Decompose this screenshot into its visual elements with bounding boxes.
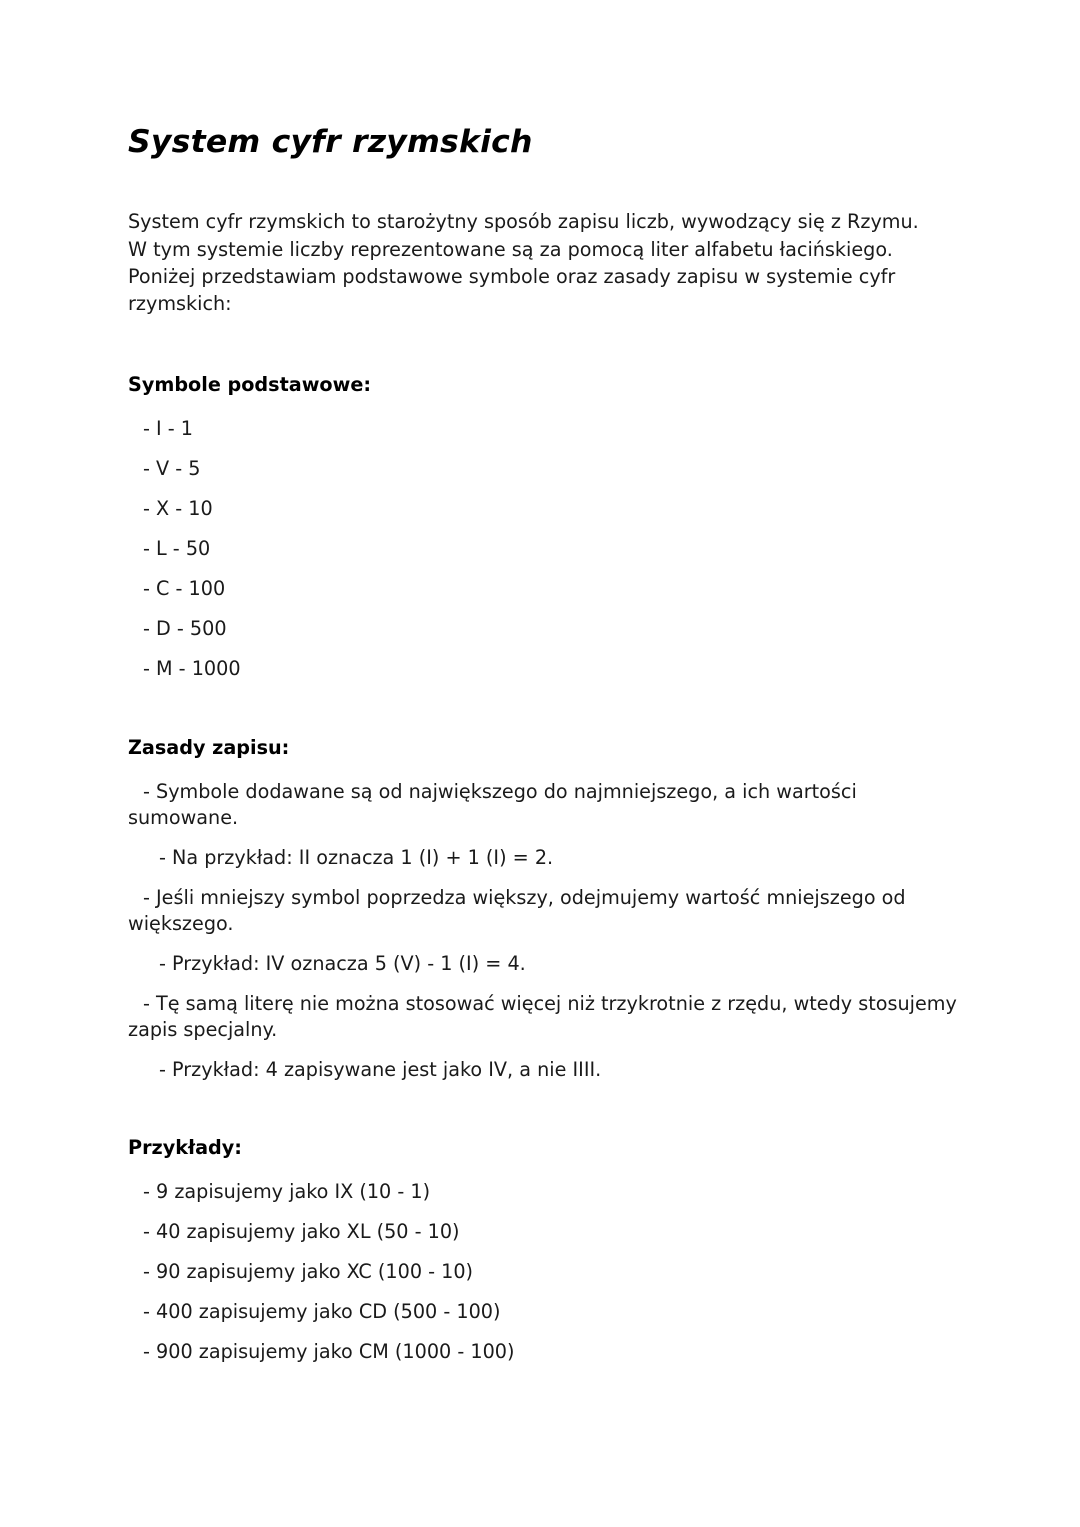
rules-list <box>128 761 964 1083</box>
rule-example: - Na przykład: II oznacza 1 (I) + 1 (I) = 2. <box>159 846 554 870</box>
intro-line: W tym systemie liczby reprezentowane są za pomocą liter alfabetu łacińskiego. <box>128 237 893 261</box>
intro-line: rzymskich: <box>128 291 232 315</box>
list-item: - M - 1000 <box>143 657 241 681</box>
rule-example: - Przykład: 4 zapisywane jest jako IV, a nie IIII. <box>159 1058 602 1082</box>
list-item: - V - 5 <box>143 457 201 481</box>
intro-line: Poniżej przedstawiam podstawowe symbole oraz zasady zapisu w systemie cyfr <box>128 264 896 288</box>
rule-item: - Tę samą literę nie można stosować więcej niż trzykrotnie z rzędu, wtedy stosujemy zapis specjalny. <box>128 992 957 1042</box>
intro-paragraph <box>128 162 964 317</box>
rule-item: - Jeśli mniejszy symbol poprzedza większy, odejmujemy wartość mniejszego od większego. <box>128 886 906 936</box>
list-item: - I - 1 <box>143 417 194 441</box>
list-item: - D - 500 <box>143 617 227 641</box>
symbols-list <box>128 398 964 682</box>
section-heading-rules: Zasady zapisu: <box>128 736 290 760</box>
list-item: - 90 zapisujemy jako XC (100 - 10) <box>143 1260 474 1284</box>
list-item: - 9 zapisujemy jako IX (10 - 1) <box>143 1180 431 1204</box>
document-content <box>128 0 964 1365</box>
section-heading-examples: Przykłady: <box>128 1136 242 1160</box>
section-heading-symbols: Symbole podstawowe: <box>128 373 372 397</box>
list-item: - 900 zapisujemy jako CM (1000 - 100) <box>143 1340 515 1364</box>
intro-line: System cyfr rzymskich to starożytny sposób zapisu liczb, wywodzący się z Rzymu. <box>128 210 919 234</box>
examples-list <box>128 1161 964 1365</box>
list-item: - C - 100 <box>143 577 226 601</box>
rule-example: - Przykład: IV oznacza 5 (V) - 1 (I) = 4. <box>159 952 526 976</box>
list-item: - X - 10 <box>143 497 213 521</box>
rule-item: - Symbole dodawane są od największego do najmniejszego, a ich wartości sumowane. <box>128 780 857 830</box>
page-title: System cyfr rzymskich <box>128 124 533 160</box>
list-item: - L - 50 <box>143 537 211 561</box>
list-item: - 400 zapisujemy jako CD (500 - 100) <box>143 1300 501 1324</box>
list-item: - 40 zapisujemy jako XL (50 - 10) <box>143 1220 460 1244</box>
